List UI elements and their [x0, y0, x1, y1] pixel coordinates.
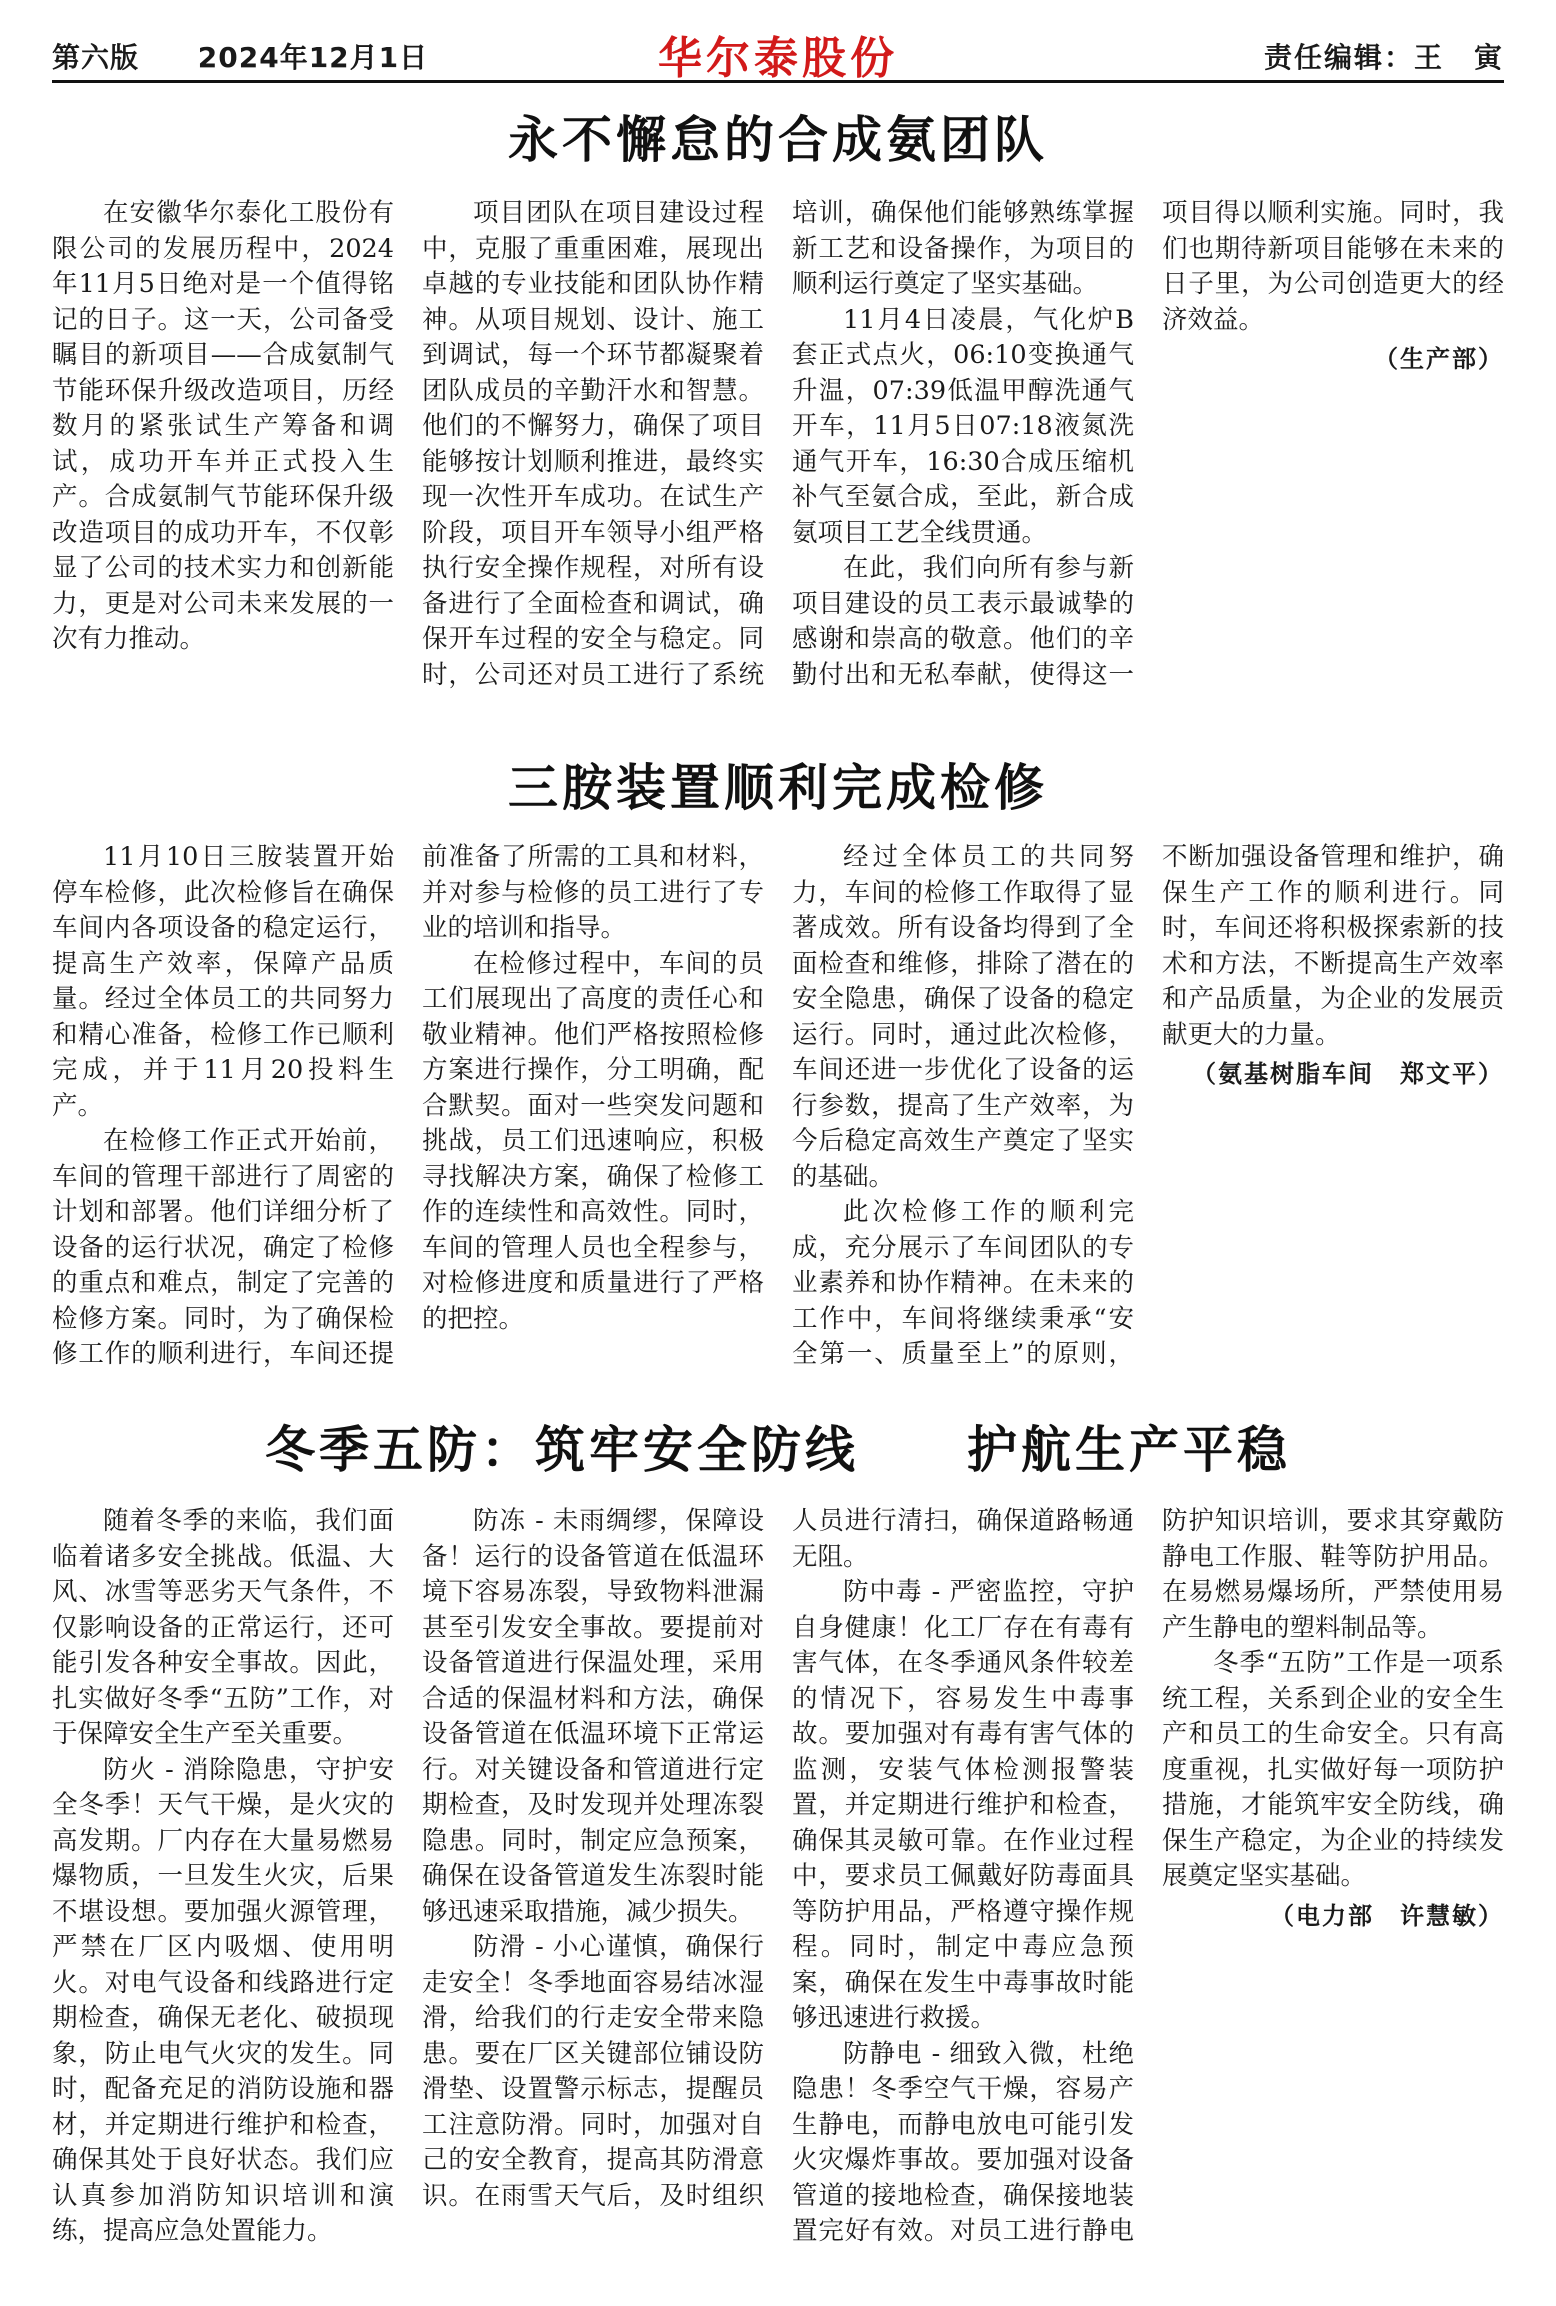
article-3-paragraph: 防中毒 - 严密监控，守护自身健康！化工厂存在有毒有害气体，在冬季通风条件较差的情况下，容易发生中毒事故。要加强对有毒有害气体的监测，安装气体检测报警装置，并定期进行维护和检查，确保其灵敏可靠。在作业过程中，要求员工佩戴好防毒面具等防护用品，严格遵守操作规程。同时，制定中毒应急预案，确保在发生中毒事故时能够迅速进行救援。 — [792, 1577, 1134, 2033]
article-2-paragraph: 此次检修工作的顺利完成，充分展示了车间团队的专业素养和协作精神。在未来的工作中，车间将继续秉承“安全第一、质量至上”的原则，不断加强设备管理和维护，确保生产工作的顺利进行。同时，车间还将积极探索新的技术和方法，不断提高生产效率和产品质量，为企业的发展贡献更大的力量。 — [792, 842, 1504, 1369]
article-1-paragraph: 在安徽华尔泰化工股份有限公司的发展历程中，2024年11月5日绝对是一个值得铭记的日子。这一天，公司备受瞩目的新项目——合成氨制气节能环保升级改造项目，历经数月的紧张试生产筹备和调试，成功开车并正式投入生产。合成氨制气节能环保升级改造项目的成功开车，不仅彰显了公司的技术实力和创新能力，更是对公司未来发展的一次有力推动。 — [52, 198, 394, 654]
masthead-left — [52, 36, 476, 76]
article-2-paragraph: 经过全体员工的共同努力，车间的检修工作取得了显著成效。所有设备均得到了全面检查和维修，排除了潜在的安全隐患，确保了设备的稳定运行。同时，通过此次检修，车间还进一步优化了设备的运行参数，提高了生产效率，为今后稳定高效生产奠定了坚实的基础。 — [792, 842, 1134, 1192]
issue-date: 2024年12月1日 — [197, 41, 429, 74]
edition-label: 第六版 — [52, 41, 140, 74]
article-1-title: 永不懈怠的合成氨团队 — [508, 111, 1048, 169]
article-1-body — [52, 196, 1504, 716]
article-2-body — [52, 840, 1504, 1380]
article-2-title: 三胺装置顺利完成检修 — [508, 759, 1048, 817]
article-1-paragraph: 项目团队在项目建设过程中，克服了重重困难，展现出卓越的专业技能和团队协作精神。从项目规划、设计、施工到调试，每一个环节都凝聚着团队成员的辛勤汗水和智慧。他们的不懈努力，确保了项目能够按计划顺利推进，最终实现一次性开车成功。在试生产阶段，项目开车领导小组严格执行安全操作规程，对所有设备进行了全面检查和调试，确保开车过程的安全与稳定。同时，公司还对员工进行了系统培训，确保他们能够熟练掌握新工艺和设备操作，为项目的顺利运行奠定了坚实基础。 — [422, 198, 1134, 690]
article-3-title: 冬季五防：筑牢安全防线 护航生产平稳 — [265, 1421, 1291, 1479]
article-2-byline: （氨基树脂车间 郑文平） — [1192, 1060, 1504, 1088]
article-1-paragraph: 11月4日凌晨，气化炉B套正式点火，06:10变换通气升温，07:39低温甲醇洗通气开车，11月5日07:18液氮洗通气开车，16:30合成压缩机补气至氨合成，至此，新合成氨项目工艺全线贯通。 — [792, 304, 1134, 548]
editor-credit: 责任编辑：王 寅 — [1263, 41, 1504, 74]
article-1-paragraph: 在此，我们向所有参与新项目建设的员工表示最诚挚的感谢和崇高的敬意。他们的辛勤付出和无私奉献，使得这一项目得以顺利实施。同时，我们也期待新项目能够在未来的日子里，为公司创造更大的经济效益。 — [792, 198, 1504, 690]
article-2-paragraph: 在检修工作正式开始前，车间的管理干部进行了周密的计划和部署。他们详细分析了设备的运行状况，确定了检修的重点和难点，制定了完善的检修方案。同时，为了确保检修工作的顺利进行，车间还提前准备了所需的工具和材料，并对参与检修的员工进行了专业的培训和指导。 — [52, 842, 764, 1369]
article-3-body — [52, 1504, 1504, 2264]
article-3-paragraph: 防冻 - 未雨绸缪，保障设备！运行的设备管道在低温环境下容易冻裂，导致物料泄漏甚至引发安全事故。要提前对设备管道进行保温处理，采用合适的保温材料和方法，确保设备管道在低温环境下正常运行。对关键设备和管道进行定期检查，及时发现并处理冻裂隐患。同时，制定应急预案，确保在设备管道发生冻裂时能够迅速采取措施，减少损失。 — [422, 1506, 764, 1927]
article-1-byline: （生产部） — [1374, 345, 1504, 373]
article-3-paragraph: 随着冬季的来临，我们面临着诸多安全挑战。低温、大风、冰雪等恶劣天气条件，不仅影响设备的正常运行，还可能引发各种安全事故。因此，扎实做好冬季“五防”工作，对于保障安全生产至关重要。 — [52, 1506, 394, 1749]
article-3-paragraph: 冬季“五防”工作是一项系统工程，关系到企业的安全生产和员工的生命安全。只有高度重视，扎实做好每一项防护措施，才能筑牢安全防线，确保生产稳定，为企业的持续发展奠定坚实基础。 — [1162, 1648, 1504, 1891]
article-3-paragraph: 防静电 - 细致入微，杜绝隐患！冬季空气干燥，容易产生静电，而静电放电可能引发火灾爆炸事故。要加强对设备管道的接地检查，确保接地装置完好有效。对员工进行静电防护知识培训，要求其穿戴防静电工作服、鞋等防护用品。在易燃易爆场所，严禁使用易产生静电的塑料制品等。 — [792, 1506, 1504, 2246]
article-3-paragraph: 防火 - 消除隐患，守护安全冬季！天气干燥，是火灾的高发期。厂内存在大量易燃易爆物质，一旦发生火灾，后果不堪设想。要加强火源管理，严禁在厂区内吸烟、使用明火。对电气设备和线路进行定期检查，确保无老化、破损现象，防止电气火灾的发生。同时，配备充足的消防设施和器材，并定期进行维护和检查，确保其处于良好状态。我们应认真参加消防知识培训和演练，提高应急处置能力。 — [52, 1754, 394, 2246]
article-3-byline: （电力部 许慧敏） — [1270, 1901, 1504, 1930]
article-2-paragraph: 11月10日三胺装置开始停车检修，此次检修旨在确保车间内各项设备的稳定运行，提高生产效率，保障产品质量。经过全体员工的共同努力和精心准备，检修工作已顺利完成，并于11月20投料生产。 — [52, 842, 394, 1121]
paper-name-logo: 华尔泰股份 — [658, 33, 898, 84]
article-3-paragraph: 防滑 - 小心谨慎，确保行走安全！冬季地面容易结冰湿滑，给我们的行走安全带来隐患。要在厂区关键部位铺设防滑垫、设置警示标志，提醒员工注意防滑。同时，加强对自己的安全教育，提高其防滑意识。在雨雪天气后，及时组织人员进行清扫，确保道路畅通无阻。 — [422, 1506, 1134, 2211]
masthead — [52, 28, 1504, 83]
article-2-paragraph: 在检修过程中，车间的员工们展现出了高度的责任心和敬业精神。他们严格按照检修方案进行操作，分工明确，配合默契。面对一些突发问题和挑战，员工们迅速响应，积极寻找解决方案，确保了检修工作的连续性和高效性。同时，车间的管理人员也全程参与，对检修进度和质量进行了严格的把控。 — [422, 948, 764, 1334]
